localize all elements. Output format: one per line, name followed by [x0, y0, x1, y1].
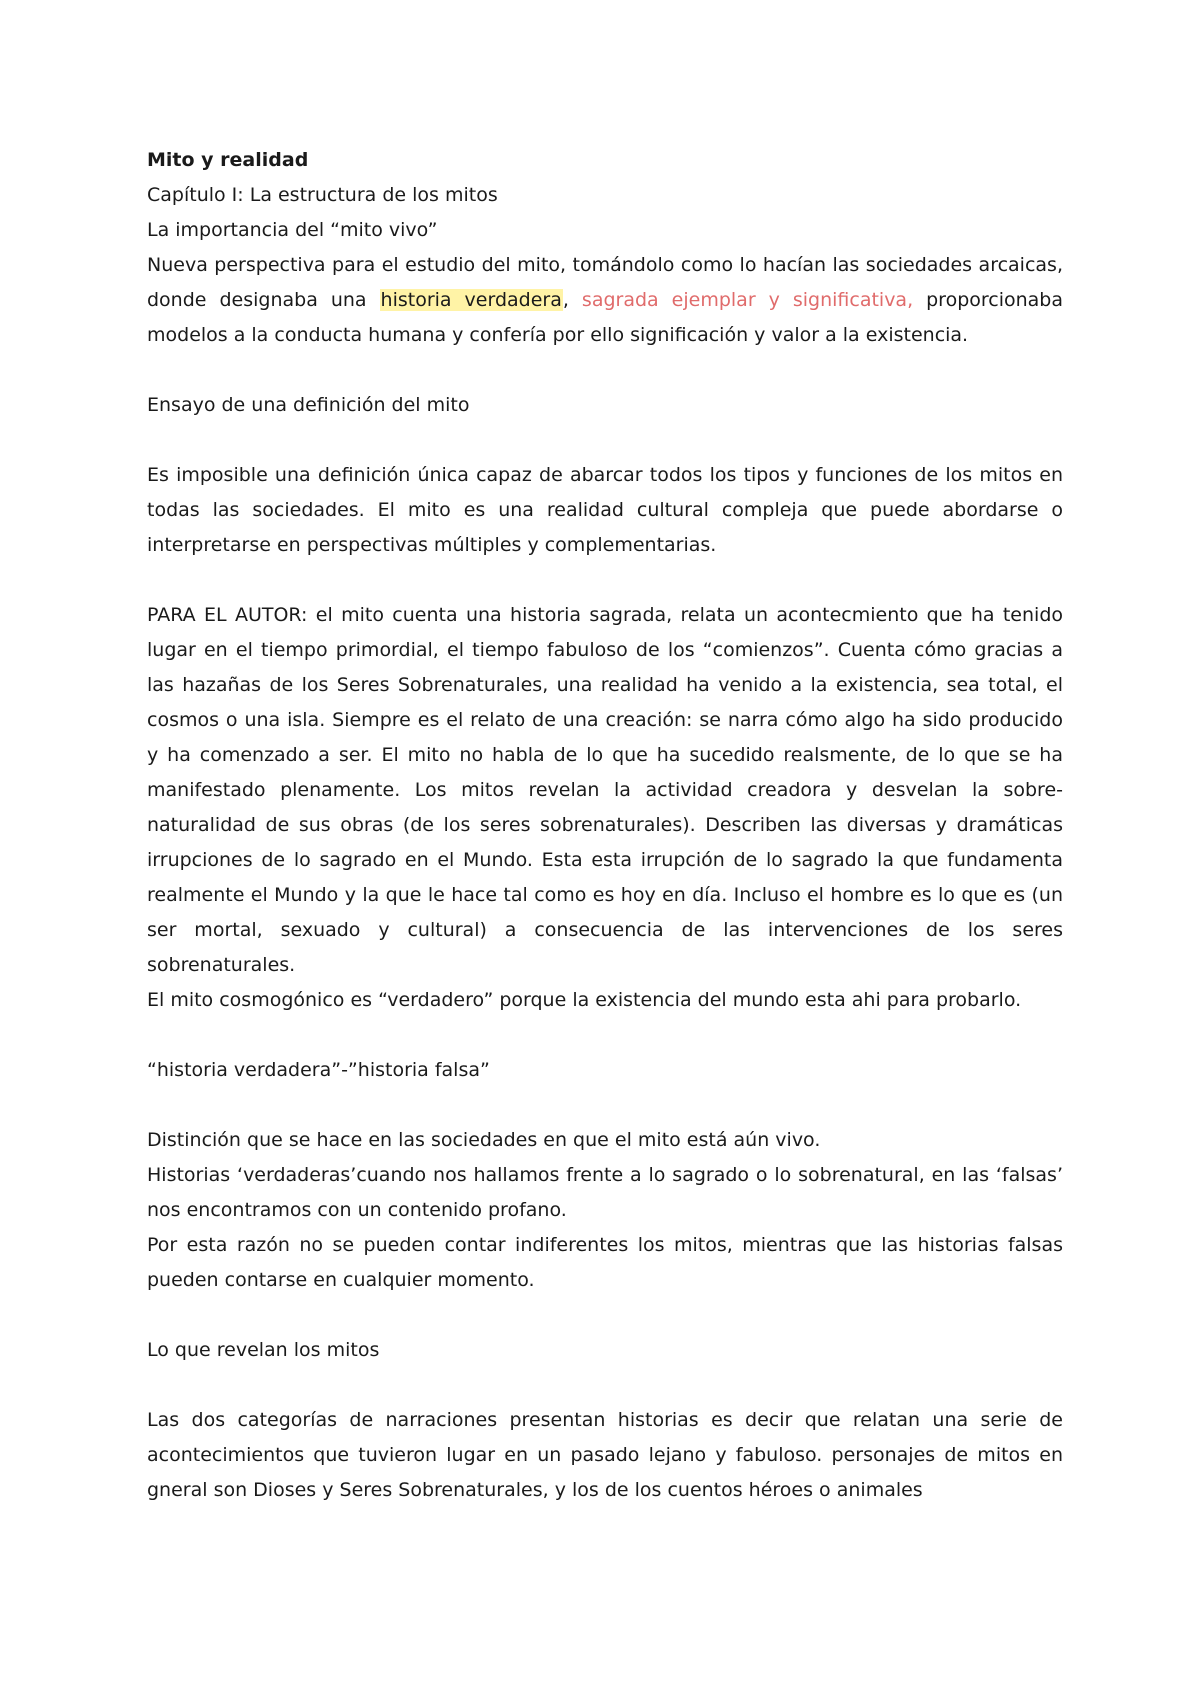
chapter-heading: Capítulo I: La estructura de los mitos — [147, 184, 498, 206]
spacer — [147, 353, 1063, 388]
paragraph: PARA EL AUTOR: el mito cuenta una historia sagrada, relata un acontecmiento que ha tenido lugar en el tiempo primordial, el tiempo fabuloso de los “comienzos”. Cuenta cómo gracias a las hazañas de los Seres Sobrenaturales, una realidad ha venido a la existencia, sea total, el cosmos o una isla. Siempre es el relato de una creación: se narra cómo algo ha sido producido y ha comenzado a ser. El mito no habla de lo que ha sucedido realsmente, de lo que se ha manifestado plenamente. Los mitos revelan la actividad creadora y desvelan la sobre-naturalidad de sus obras (de los seres sobrenaturales). Describen las diversas y dramáticas irrupciones de lo sagrado en el Mundo. Esta esta irrupción de lo sagrado la que fundamenta realmente el Mundo y la que le hace tal como es hoy en día. Incluso el hombre es lo que es (un ser mortal, sexuado y cultural) a consecuencia de las intervenciones de los seres sobrenaturales. — [147, 604, 1063, 976]
red-text: sagrada ejemplar y significativa, — [581, 289, 914, 311]
section-heading: Ensayo de una definición del mito — [147, 394, 470, 416]
paragraph-text: proporcionaba modelos a la conducta humana y confería por ello significación y valor a la existencia. — [147, 289, 1064, 346]
paragraph-intro — [147, 248, 1063, 353]
section-heading: “historia verdadera”-”historia falsa” — [147, 1059, 490, 1081]
spacer — [147, 423, 1063, 458]
paragraph: Es imposible una definición única capaz de abarcar todos los tipos y funciones de los mitos en todas las sociedades. El mito es una realidad cultural compleja que puede abordarse o interpretarse en perspectivas múltiples y complementarias. — [147, 464, 1063, 556]
spacer — [147, 1088, 1063, 1123]
highlighted-text: historia verdadera — [380, 289, 562, 311]
document-title: Mito y realidad — [147, 149, 309, 171]
spacer — [147, 563, 1063, 598]
spacer — [147, 1298, 1063, 1333]
paragraph-text: , — [562, 289, 582, 311]
section-heading: Lo que revelan los mitos — [147, 1339, 380, 1361]
paragraph-text: Nueva perspectiva para el estudio del mito, tomándolo como lo hacían las sociedades arcaicas, donde designaba una — [147, 254, 1063, 311]
section-heading: La importancia del “mito vivo” — [147, 219, 438, 241]
paragraph: Por esta razón no se pueden contar indiferentes los mitos, mientras que las historias falsas pueden contarse en cualquier momento. — [147, 1234, 1063, 1291]
paragraph: El mito cosmogónico es “verdadero” porque la existencia del mundo esta ahi para probarlo. — [147, 989, 1022, 1011]
paragraph: Las dos categorías de narraciones presentan historias es decir que relatan una serie de acontecimientos que tuvieron lugar en un pasado lejano y fabuloso. personajes de mitos en gneral son Dioses y Seres Sobrenaturales, y los de los cuentos héroes o animales — [147, 1409, 1063, 1501]
document-page — [147, 143, 1063, 1508]
spacer — [147, 1368, 1063, 1403]
paragraph: Historias ‘verdaderas’cuando nos hallamos frente a lo sagrado o lo sobrenatural, en las ‘falsas’ nos encontramos con un contenido profano. — [147, 1164, 1063, 1221]
spacer — [147, 1018, 1063, 1053]
paragraph: Distinción que se hace en las sociedades en que el mito está aún vivo. — [147, 1129, 821, 1151]
